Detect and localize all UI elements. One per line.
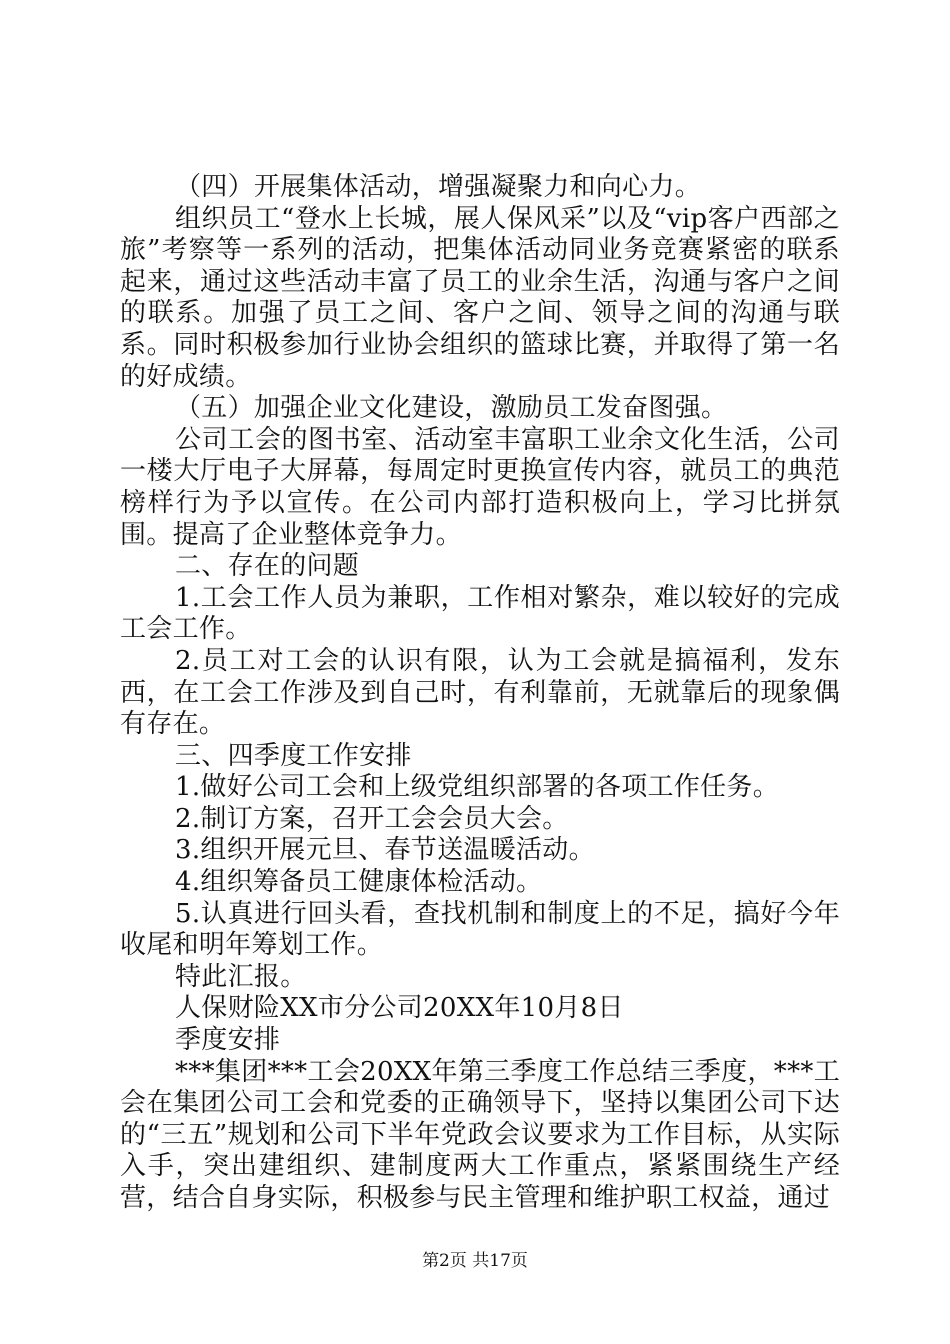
paragraph: （五）加强企业文化建设，激励员工发奋图强。 <box>175 393 728 424</box>
list-item: 2.制订方案，召开工会会员大会。 <box>175 803 569 834</box>
list-item: 5.认真进行回头看，查找机制和制度上的不足，搞好今年收尾和明年筹划工作。 <box>120 898 840 961</box>
section-heading: 季度安排 <box>175 1025 281 1056</box>
signature-line: 人保财险XX市分公司20XX年10月8日 <box>175 993 624 1024</box>
paragraph: （四）开展集体活动，增强凝聚力和向心力。 <box>175 172 702 202</box>
list-item: 1.工会工作人员为兼职，工作相对繁杂，难以较好的完成工会工作。 <box>120 582 840 645</box>
list-item: 1.做好公司工会和上级党组织部署的各项工作任务。 <box>175 772 780 803</box>
paragraph: ***集团***工会20XX年第三季度工作总结三季度，***工会在集团公司工会和党委的正确领导下，坚持以集团公司下达的“三五”规划和公司下半年党政会议要求为工作目标，从实际入手，突出建组织、建制度两大工作重点，紧紧围绕生产经营，结合自身实际，积极参与民主管理和维护职工权益，通过 <box>120 1056 841 1213</box>
list-item: 2.员工对工会的认识有限，认为工会就是搞福利，发东西，在工会工作涉及到自己时，有利靠前，无就靠后的现象偶有存在。 <box>120 645 840 740</box>
document-body <box>120 172 840 1215</box>
section-heading: 二、存在的问题 <box>175 551 360 582</box>
section-heading: 三、四季度工作安排 <box>175 740 412 771</box>
paragraph: 公司工会的图书室、活动室丰富职工业余文化生活，公司一楼大厅电子大屏幕，每周定时更换宣传内容，就员工的典范榜样行为予以宣传。在公司内部打造积极向上，学习比拼氛围。提高了企业整体竞争力。 <box>120 424 840 550</box>
paragraph: 组织员工“登水上长城，展人保风采”以及“vip客户西部之旅”考察等一系列的活动，把集体活动同业务竞赛紧密的联系起来，通过这些活动丰富了员工的业余生活，沟通与客户之间的联系。加强了员工之间、客户之间、领导之间的沟通与联系。同时积极参加行业协会组织的篮球比赛，并取得了第一名的好成绩。 <box>120 203 840 392</box>
closing-text: 特此汇报。 <box>175 961 307 992</box>
page-number-footer: 第2页 共17页 <box>422 1251 528 1271</box>
list-item: 4.组织筹备员工健康体检活动。 <box>175 867 543 898</box>
list-item: 3.组织开展元旦、春节送温暖活动。 <box>175 835 595 866</box>
